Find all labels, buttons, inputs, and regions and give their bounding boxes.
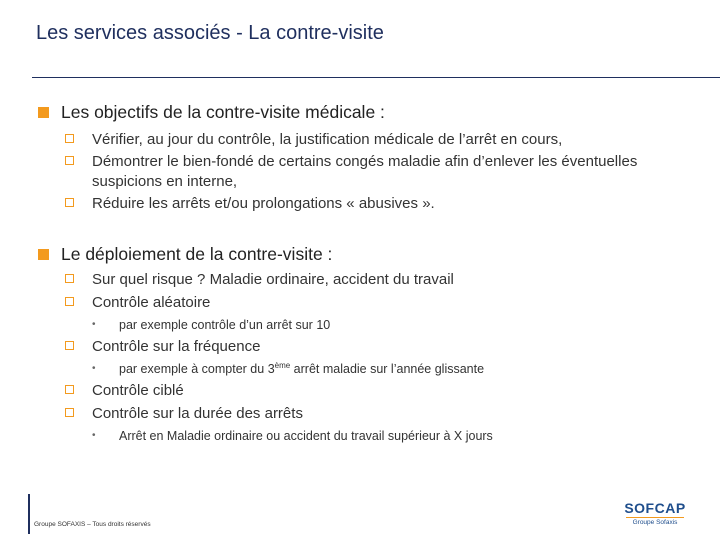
hollow-square-bullet-icon <box>65 156 74 165</box>
hollow-square-bullet-icon <box>65 385 74 394</box>
list-item-text: Réduire les arrêts et/ou prolongations « abusives ». <box>92 195 435 212</box>
dot-bullet-icon: • <box>92 363 96 374</box>
list-item <box>38 337 708 357</box>
list-item <box>38 194 708 214</box>
sofcap-logo <box>620 500 690 526</box>
sub-list-item-text: par exemple contrôle d’un arrêt sur 10 <box>119 318 331 332</box>
section-deployment <box>38 242 708 445</box>
dot-bullet-icon: • <box>92 430 96 441</box>
logo-divider <box>626 517 684 518</box>
sub-list-item-text <box>119 362 484 376</box>
hollow-square-bullet-icon <box>65 198 74 207</box>
logo-tagline: Groupe Sofaxis <box>632 519 678 526</box>
list-item-text: Sur quel risque ? Maladie ordinaire, accident du travail <box>92 271 454 288</box>
list-item-text: Vérifier, au jour du contrôle, la justification médicale de l’arrêt en cours, <box>92 131 563 148</box>
sub-list-item <box>38 316 708 334</box>
list-item <box>38 404 708 424</box>
list-item <box>38 130 708 150</box>
square-bullet-icon <box>38 107 49 118</box>
list-item <box>38 152 708 192</box>
sub-list-item-text: Arrêt en Maladie ordinaire ou accident du travail supérieur à X jours <box>119 429 493 443</box>
sub-list-item <box>38 360 708 378</box>
list-item-text: Contrôle sur la durée des arrêts <box>92 405 303 422</box>
section-heading-text: Les objectifs de la contre-visite médicale : <box>61 101 385 122</box>
list-item-text: Contrôle sur la fréquence <box>92 338 261 355</box>
hollow-square-bullet-icon <box>65 134 74 143</box>
list-item <box>38 381 708 401</box>
list-item <box>38 293 708 313</box>
hollow-square-bullet-icon <box>65 274 74 283</box>
list-item-text: Démontrer le bien-fondé de certains congés maladie afin d’enlever les éventuelles suspicions en interne, <box>92 153 638 190</box>
superscript-text: ème <box>274 360 291 370</box>
title-divider <box>32 77 720 78</box>
hollow-square-bullet-icon <box>65 341 74 350</box>
dot-bullet-icon: • <box>92 319 96 330</box>
hollow-square-bullet-icon <box>65 297 74 306</box>
list-item-text: Contrôle ciblé <box>92 382 184 399</box>
section-objectives <box>38 100 708 214</box>
section-heading <box>38 242 708 266</box>
list-item-text: Contrôle aléatoire <box>92 294 211 311</box>
hollow-square-bullet-icon <box>65 408 74 417</box>
page-title: Les services associés - La contre-visite <box>36 22 384 44</box>
sub-list-item <box>38 427 708 445</box>
square-bullet-icon <box>38 249 49 260</box>
section-heading-text: Le déploiement de la contre-visite : <box>61 243 333 264</box>
sub-text-start: par exemple à compter du 3 <box>119 362 275 376</box>
footer-bar <box>28 494 30 534</box>
logo-name: SOFCAP <box>624 500 686 516</box>
section-heading <box>38 100 708 124</box>
footer-copyright: Groupe SOFAXIS – Tous droits réservés <box>34 521 151 528</box>
sub-text-end: arrêt maladie sur l’année glissante <box>290 362 485 376</box>
list-item <box>38 270 708 290</box>
